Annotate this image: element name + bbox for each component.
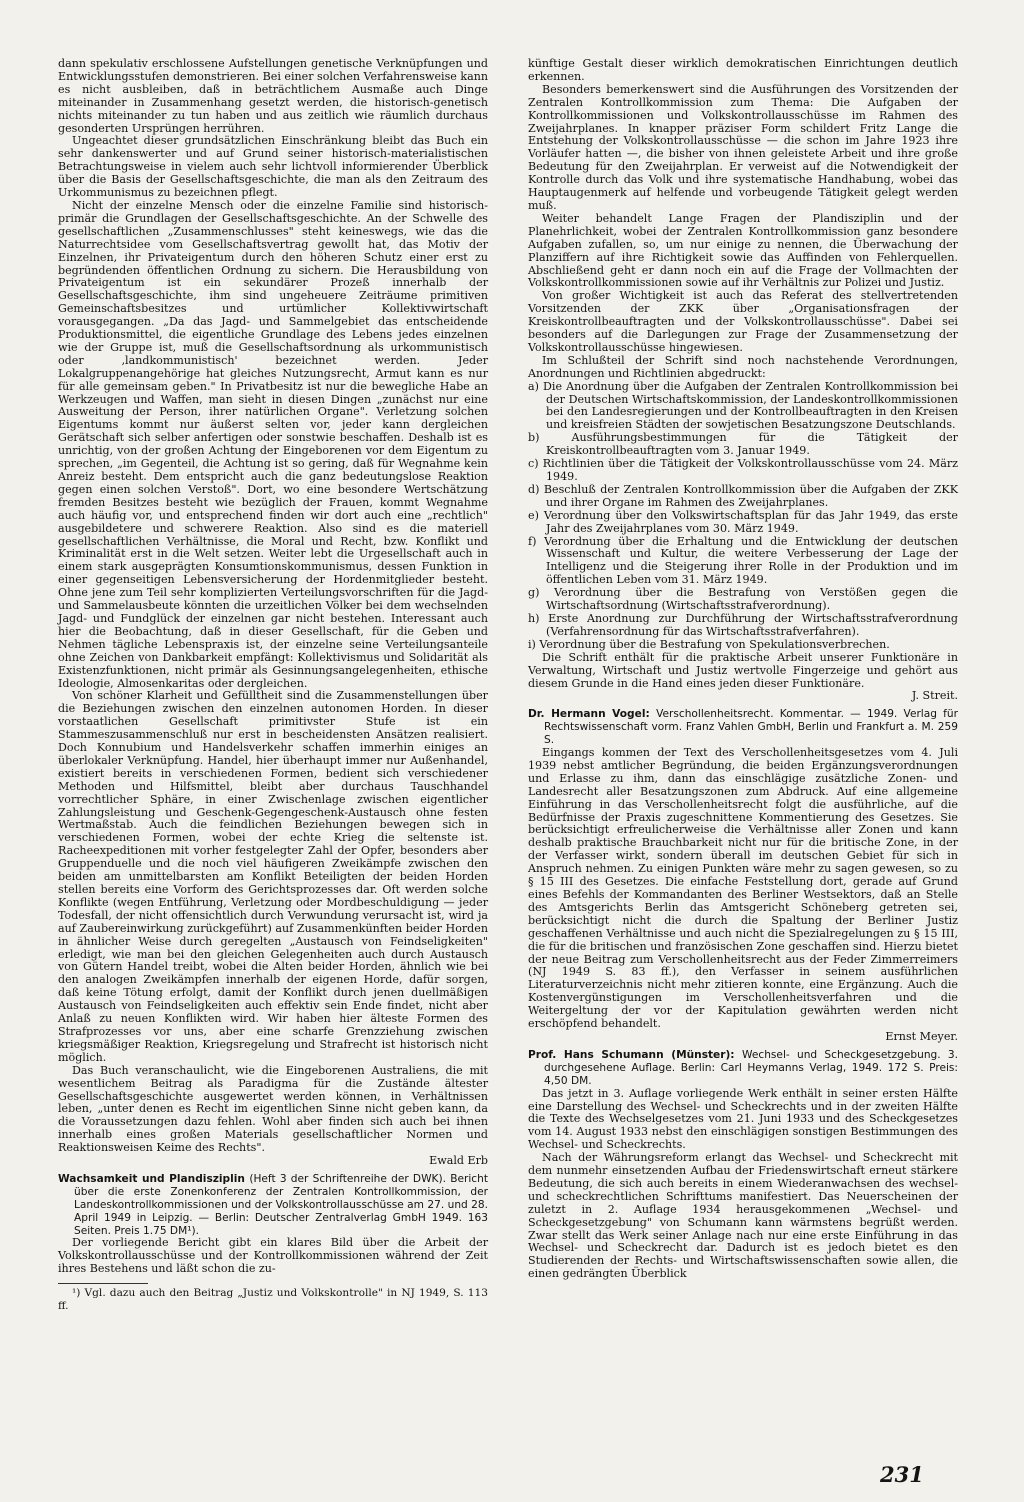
list-item: h) Erste Anordnung zur Durchführung der Wirtschaftsstrafverordnung (Verfahrensordnung für das Wirtschaftsstrafverfahren). — [528, 611, 958, 638]
right-column — [528, 57, 959, 1446]
list-item: b) Ausführungsbestimmungen für die Tätigkeit der Kreiskontrollbeauftragten vom 3. Januar 1949. — [528, 431, 958, 458]
signature: Ewald Erb — [429, 1154, 488, 1168]
paragraph: Nach der Währungsreform erlangt das Wechsel- und Scheckrecht mit dem nunmehr einsetzenden Aufbau der Friedenswirtschaft erneut stärkere Bedeutung, die sich auch bereits in einem Wiederanwachsen des wechsel- und scheckrechtlichen Schrifttums manifestiert. Das Neuerscheinen der zuletzt in 2. Auflage 1934 herausgekommenen „Wechsel- und Scheckgesetzgebung" von Schumann kann wärmstens begrüßt werden. Zwar stellt das Werk seiner Anlage nach nur eine erste Einführung in das Wechsel- und Scheckrecht dar. Dadurch ist es jedoch bietet es den Studierenden der Rechts- und Wirtschaftswissenschaften sowie allen, die einen gedrängten Überblick — [528, 1151, 958, 1281]
paragraph: dann spekulativ erschlossene Aufstellungen genetische Verknüpfungen und Entwicklungsstufen demonstrieren. Bei einer solchen Verfahrensweise kann es nicht ausbleiben, daß in beträchtlichem Ausmaße auch Dinge miteinander in Zusammenhang gesetzt werden, die historisch-genetisch nichts miteinander zu tun haben und aus zeitlich wie räumlich durchaus gesonderten Ursprüngen herrühren. — [58, 57, 489, 135]
signature: Ernst Meyer. — [885, 1029, 958, 1043]
review-subtitle: (Heft 3 der Schriftenreihe der DWK). Bericht über die erste Zonenkonferenz der Zentralen Kontrollkommission, der Landeskontrollkommissionen und der Volkskontrollausschüsse am 27. und 28. April 1949 in Leipzig. — Berlin: Deutscher Zentralverlag GmbH 1949. 163 Seiten. Preis 1.75 DM¹). — [74, 1172, 488, 1237]
footnote-divider — [58, 1283, 148, 1284]
list-item: i) Verordnung über die Bestrafung von Spekulationsverbrechen. — [528, 637, 890, 651]
list-item: f) Verordnung über die Erhaltung und die Entwicklung der deutschen Wissenschaft und Kultur, die weitere Verbesserung der Lage der Intelligenz und die Steigerung ihrer Rolle in der Produktion und im öffentlichen Leben vom 31. März 1949. — [528, 534, 958, 587]
paragraph: Von großer Wichtigkeit ist auch das Referat des stellvertretenden Vorsitzenden der ZKK über „Organisationsfragen der Kreiskontrollbeauftragten und der Volkskontrollausschüsse". Dabei sei besonders auf die Darlegungen zur Frage der Zusammensetzung der Volkskontrollausschüsse hingewiesen. — [528, 289, 958, 354]
paragraph: Der vorliegende Bericht gibt ein klares Bild über die Arbeit der Volkskontrollausschüsse und der Kontrollkommissionen während der Zeit ihres Bestehens und läßt schon die zu- — [58, 1236, 488, 1276]
list-item: d) Beschluß der Zentralen Kontrollkommission über die Aufgaben der ZKK und ihrer Organe im Rahmen des Zweijahrplanes. — [528, 482, 958, 509]
review-title: Wachsamkeit und Plandisziplin — [58, 1172, 245, 1185]
review-title: Prof. Hans Schumann (Münster): — [528, 1048, 735, 1061]
paragraph: Nicht der einzelne Mensch oder die einzelne Familie sind historisch-primär die Grundlagen der Gesellschaftsgeschichte. An der Schwelle des gesellschaftlichen „Zusammenschlusses" steht keineswegs, wie das die Naturrechtsidee vom Gesellschaftsvertrag gewollt hat, das Motiv der Einzelnen, ihr Privateigentum durch den höheren Schutz einer erst zu begründenden öffentlichen Ordnung zu sichern. Die Herausbildung von Privateigentum ist ein sekundärer Prozeß innerhalb der Gesellschaftsgeschichte, ihm sind ungeheuere Zeiträume primitiven Gemeinschaftsbesitzes und urtümlicher Kollektivwirtschaft vorausgegangen. „Da das Jagd- und Sammelgebiet das entscheidende Produktionsmittel, die eigentliche Grundlage des Lebens jedes einzelnen wie der Gruppe ist, muß die Gesellschaftsordnung als urkommunistisch oder ‚landkommunistisch' bezeichnet werden. Jeder Lokalgruppenangehörige hat gleiches Nutzungsrecht, Armut kann es nur für alle gemeinsam geben." In Privatbesitz ist nur die bewegliche Habe an Werkzeugen und Waffen, man sieht in diesen Dingen „zunächst nur eine Ausweitung der Person, ihrer natürlichen Organe". Verletzung solchen Eigentums kommt nur äußerst selten vor, jeder kann dergleichen Gerätschaft sich selber anfertigen oder sonstwie beschaffen. Deshalb ist es unrichtig, von der großen Achtung der Eingeborenen vor dem Eigentum zu sprechen, „im Gegenteil, die Achtung ist so gering, daß für Wegnahme kein Anreiz besteht. Dem entspricht auch die ganz bedeutungslose Reaktion gegen einen solchen Verstoß". Dort, wo eine besondere Wertschätzung fremden Besitzes besteht wie bezüglich der Frauen, kommt Wegnahme auch häufig vor, und entsprechend finden wir dort auch eine „rechtlich" ausgebildetere und schwerere Reaktion. Also sind es die materiell gesellschaftlichen Verhältnisse, die Moral und Recht, bzw. Konflikt und Kriminalität erst in die Welt setzen. Weiter lebt die Urgesellschaft auch in einem stark ausgeprägten Konsumtionskommunismus, dessen Funktion in einer gegenseitigen Lebensversicherung der Hordenmitglieder besteht. Ohne jene zum Teil sehr komplizierten Verteilungsvorschriften für die Jagd- und Sammelausbeute könnten die urzeitlichen Völker bei dem wechselnden Jagd- und Fundglück der einzelnen gar nicht bestehen. Interessant auch hier die Beobachtung, daß in dieser Gesellschaft, für die Geben und Nehmen tägliche Lebenspraxis ist, der einzelne seine Verteilungsanteile ohne Zeichen von Dankbarkeit empfängt: Kollektivismus und Solidarität als Existenzfunktionen, nicht primär als Gesinnungsangelegenheiten, ethische Ideologie, Almosenkaritas oder dergleichen. — [58, 198, 488, 690]
regulation-list — [528, 381, 958, 652]
review-subtitle: Wechsel- und Scheckgesetzgebung. 3. durchgesehene Auflage. Berlin: Carl Heymanns Verlag, 1949. 172 S. Preis: 4,50 DM. — [544, 1048, 959, 1087]
paragraph: Das jetzt in 3. Auflage vorliegende Werk enthält in seiner ersten Hälfte eine Darstellung des Wechsel- und Scheckrechts und in der zweiten Hälfte die Texte des Wechselgesetzes vom 21. Juni 1933 und des Scheckgesetzes vom 14. August 1933 nebst den einschlägigen sonstigen Bestimmungen des Wechsel- und Scheckrechts. — [528, 1086, 958, 1152]
paragraph: Im Schlußteil der Schrift sind noch nachstehende Verordnungen, Anordnungen und Richtlinien abgedruckt: — [528, 353, 958, 380]
paragraph: Weiter behandelt Lange Fragen der Plandisziplin und der Planehrlichkeit, wobei der Zentralen Kontrollkommission ganz besondere Aufgaben zufallen, so, um nur einige zu nennen, die Überwachung der Planziffern auf ihre Richtigkeit sowie das Auffinden von Fehlerquellen. Abschließend geht er dann noch ein auf die Frage der Vollmachten der Volkskontrollkommissionen sowie auf ihr Verhältnis zur Polizei und Justiz. — [528, 211, 958, 290]
paragraph: Eingangs kommen der Text des Verschollenheitsgesetzes vom 4. Juli 1939 nebst amtlicher Begründung, die beiden Ergänzungsverordnungen und Erlasse zu ihm, dann das einschlägige zusätzliche Zonen- und Landesrecht aller Besatzungszonen zum Abdruck. Auf eine allgemeine Einführung in das Verschollenheitsrecht folgt die ausführliche, auf die Bedürfnisse der Praxis zugeschnittene Kommentierung des Gesetzes. Sie berücksichtigt erfreulicherweise die Verhältnisse aller Zonen und kann deshalb praktische Brauchbarkeit nicht nur für die britische Zone, in der der Verfasser wirkt, sondern überall im deutschen Gebiet für sich in Anspruch nehmen. Zu einigen Punkten wäre mehr zu sagen gewesen, so zu § 15 III des Gesetzes. Die einfache Feststellung dort, gerade auf Grund eines Befehls der Kommandanten des Berliner Westsektors, daß an Stelle des Amtsgerichts Berlin das Amtsgericht Schöneberg getreten sei, berücksichtigt nicht die durch die Spaltung der Berliner Justiz geschaffenen Verhältnisse und auch nicht die Spezialregelungen zu § 15 III, die für die britischen und französischen Zone geschaffen sind. Hierzu bietet der neue Beitrag zum Verschollenheitsrecht aus der Feder Zimmerreimers (NJ 1949 S. 83 ff.), den Verfasser in seinem ausführlichen Literaturverzeichnis nicht mehr zitieren konnte, eine Ergänzung. Auch die Kostenvergünstigungen im Verschollenheitsverfahren und die Weitergeltung der vor der Kapitulation gewährten werden nicht erschöpfend behandelt. — [528, 746, 958, 1031]
paragraph: Ungeachtet dieser grundsätzlichen Einschränkung bleibt das Buch ein sehr dankenswerter und auf Grund seiner historisch-materialistischen Betrachtungsweise in vielem auch sehr lichtvoll informierender Überblick über die Basis der Gesellschaftsgeschichte, die man als den Zeitraum des Urkommunismus zu bezeichnen pflegt. — [58, 134, 488, 200]
page-number: 231 — [880, 1462, 924, 1487]
review-subtitle: Verschollenheitsrecht. Kommentar. — 1949. Verlag für Rechtswissenschaft vorm. Franz Vahlen GmbH, Berlin und Frankfurt a. M. 259 S. — [544, 708, 958, 747]
review-heading — [528, 708, 958, 747]
footnote: ¹) Vgl. dazu auch den Beitrag „Justiz und Volkskontrolle" in NJ 1949, S. 113 ff. — [58, 1287, 488, 1313]
paragraph: künftige Gestalt dieser wirklich demokratischen Einrichtungen deutlich erkennen. — [528, 57, 958, 83]
signature: J. Streit. — [911, 689, 958, 703]
list-item: c) Richtlinien über die Tätigkeit der Volkskontrollausschüsse vom 24. März 1949. — [528, 457, 958, 483]
left-column — [58, 58, 488, 1453]
paragraph: Das Buch veranschaulicht, wie die Eingeborenen Australiens, die mit wesentlichem Beitrag als Paradigma für die Zustände ältester Gesellschaftsgeschichte ausgewertet werden können, in Verhältnissen leben, „unter denen es Recht im eigentlichen Sinne nicht geben kann, da die Voraussetzungen dazu fehlen. Wohl aber finden sich auch bei ihnen innerhalb eines großen Materials gesellschaftlicher Normen und Reaktionsweisen Keime des Rechts". — [58, 1063, 488, 1155]
list-item: a) Die Anordnung über die Aufgaben der Zentralen Kontrollkommission bei der Deutschen Wirtschaftskommission, der Landeskontrollkommissionen bei den Landesregierungen und der Kontrollbeauftragten in den Kreisen und kreisfreien Städten der sowjetischen Besatzungszone Deutschlands. — [528, 379, 958, 432]
paragraph: Besonders bemerkenswert sind die Ausführungen des Vorsitzenden der Zentralen Kontrollkommission zum Thema: Die Aufgaben der Kontrollkommissionen und Volkskontrollausschüsse im Rahmen des Zweijahrplanes. In knapper präziser Form schildert Fritz Lange die Entstehung der Volkskontrollausschüsse — die schon im Jahre 1923 ihre Vorläufer hatten —, die bisher von ihnen geleistete Arbeit und ihre große Bedeutung für den Zweijahrplan. Er verweist auf die Notwendigkeit der Kontrolle durch das Volk und ihre systematische Handhabung, wobei das Hauptaugenmerk auf helfende und vorbeugende Tätigkeit gelegt werden muß. — [528, 82, 958, 212]
review-heading — [58, 1173, 488, 1238]
paragraph: Von schöner Klarheit und Gefülltheit sind die Zusammenstellungen über die Beziehungen zwischen den einzelnen autonomen Horden. In dieser vorstaatlichen Gesellschaft primitivster Stufe ist ein Stammeszusammenschluß nur erst in bescheidensten Ansätzen realisiert. Doch Konnubium und Handelsverkehr schaffen immerhin einiges an überlokaler Verknüpfung. Handel, hier überhaupt immer nur Außenhandel, existiert bereits in verschiedenen Formen, bedient sich verschiedener Methoden und Hilfsmittel, bleibt aber durchaus Tauschhandel vorrechtlicher Sphäre, in einer Zwischenlage zwischen eigentlicher Zahlungsleistung und Geschenk-Gegengeschenk-Austausch ohne festen Wertmaßstab. Auch die feindlichen Beziehungen bewegen sich in verschiedenen Formen, wobei der echte Krieg die seltenste ist. Racheexpeditionen mit vorher festgelegter Zahl der Opfer, besonders aber Gruppenduelle und die noch viel häufigeren Zweikämpfe zwischen den beiden am unmittelbarsten am Konflikt Beteiligten der beiden Horden stellen bereits eine Vorform des Gerichtsprozesses dar. Oft werden solche Konflikte (wegen Entführung, Verletzung oder Mordbeschuldigung — jeder Todesfall, der nicht offensichtlich durch Verwundung verursacht ist, wird ja auf Zaubereinwirkung zurückgeführt) auf Zusammenkünften beider Horden in ähnlicher Weise durch geregelten „Austausch von Feindseligkeiten" erledigt, wie man bei den gleichen Gelegenheiten auch durch Austausch von Gütern Handel treibt, wobei die Alten beider Horden, ähnlich wie bei den analogen Zweikämpfen innerhalb der eigenen Horde, dafür sorgen, daß keine Tötung erfolgt, damit der Konflikt durch jenen duellmäßigen Austausch von Feindseligkeiten auch effektiv sein Ende findet, nicht aber Anlaß zu neuen Konflikten wird. Wir haben hier älteste Formen des Strafprozesses vor uns, aber eine scharfe Grenzziehung zwischen kriegsmäßiger Reaktion, Kriegsregelung und Strafrecht ist historisch nicht möglich. — [58, 689, 488, 1064]
review-title: Dr. Hermann Vogel: — [528, 708, 650, 721]
list-item: e) Verordnung über den Volkswirtschaftsplan für das Jahr 1949, das erste Jahr des Zweijahrplanes vom 30. März 1949. — [528, 508, 958, 535]
paragraph: Die Schrift enthält für die praktische Arbeit unserer Funktionäre in Verwaltung, Wirtschaft und Justiz wertvolle Fingerzeige und gehört aus diesem Grunde in die Hand eines jeden dieser Funktionäre. — [528, 650, 958, 690]
list-item: g) Verordnung über die Bestrafung von Verstößen gegen die Wirtschaftsordnung (Wirtschaftsstrafverordnung). — [528, 586, 958, 613]
review-heading — [528, 1049, 958, 1088]
